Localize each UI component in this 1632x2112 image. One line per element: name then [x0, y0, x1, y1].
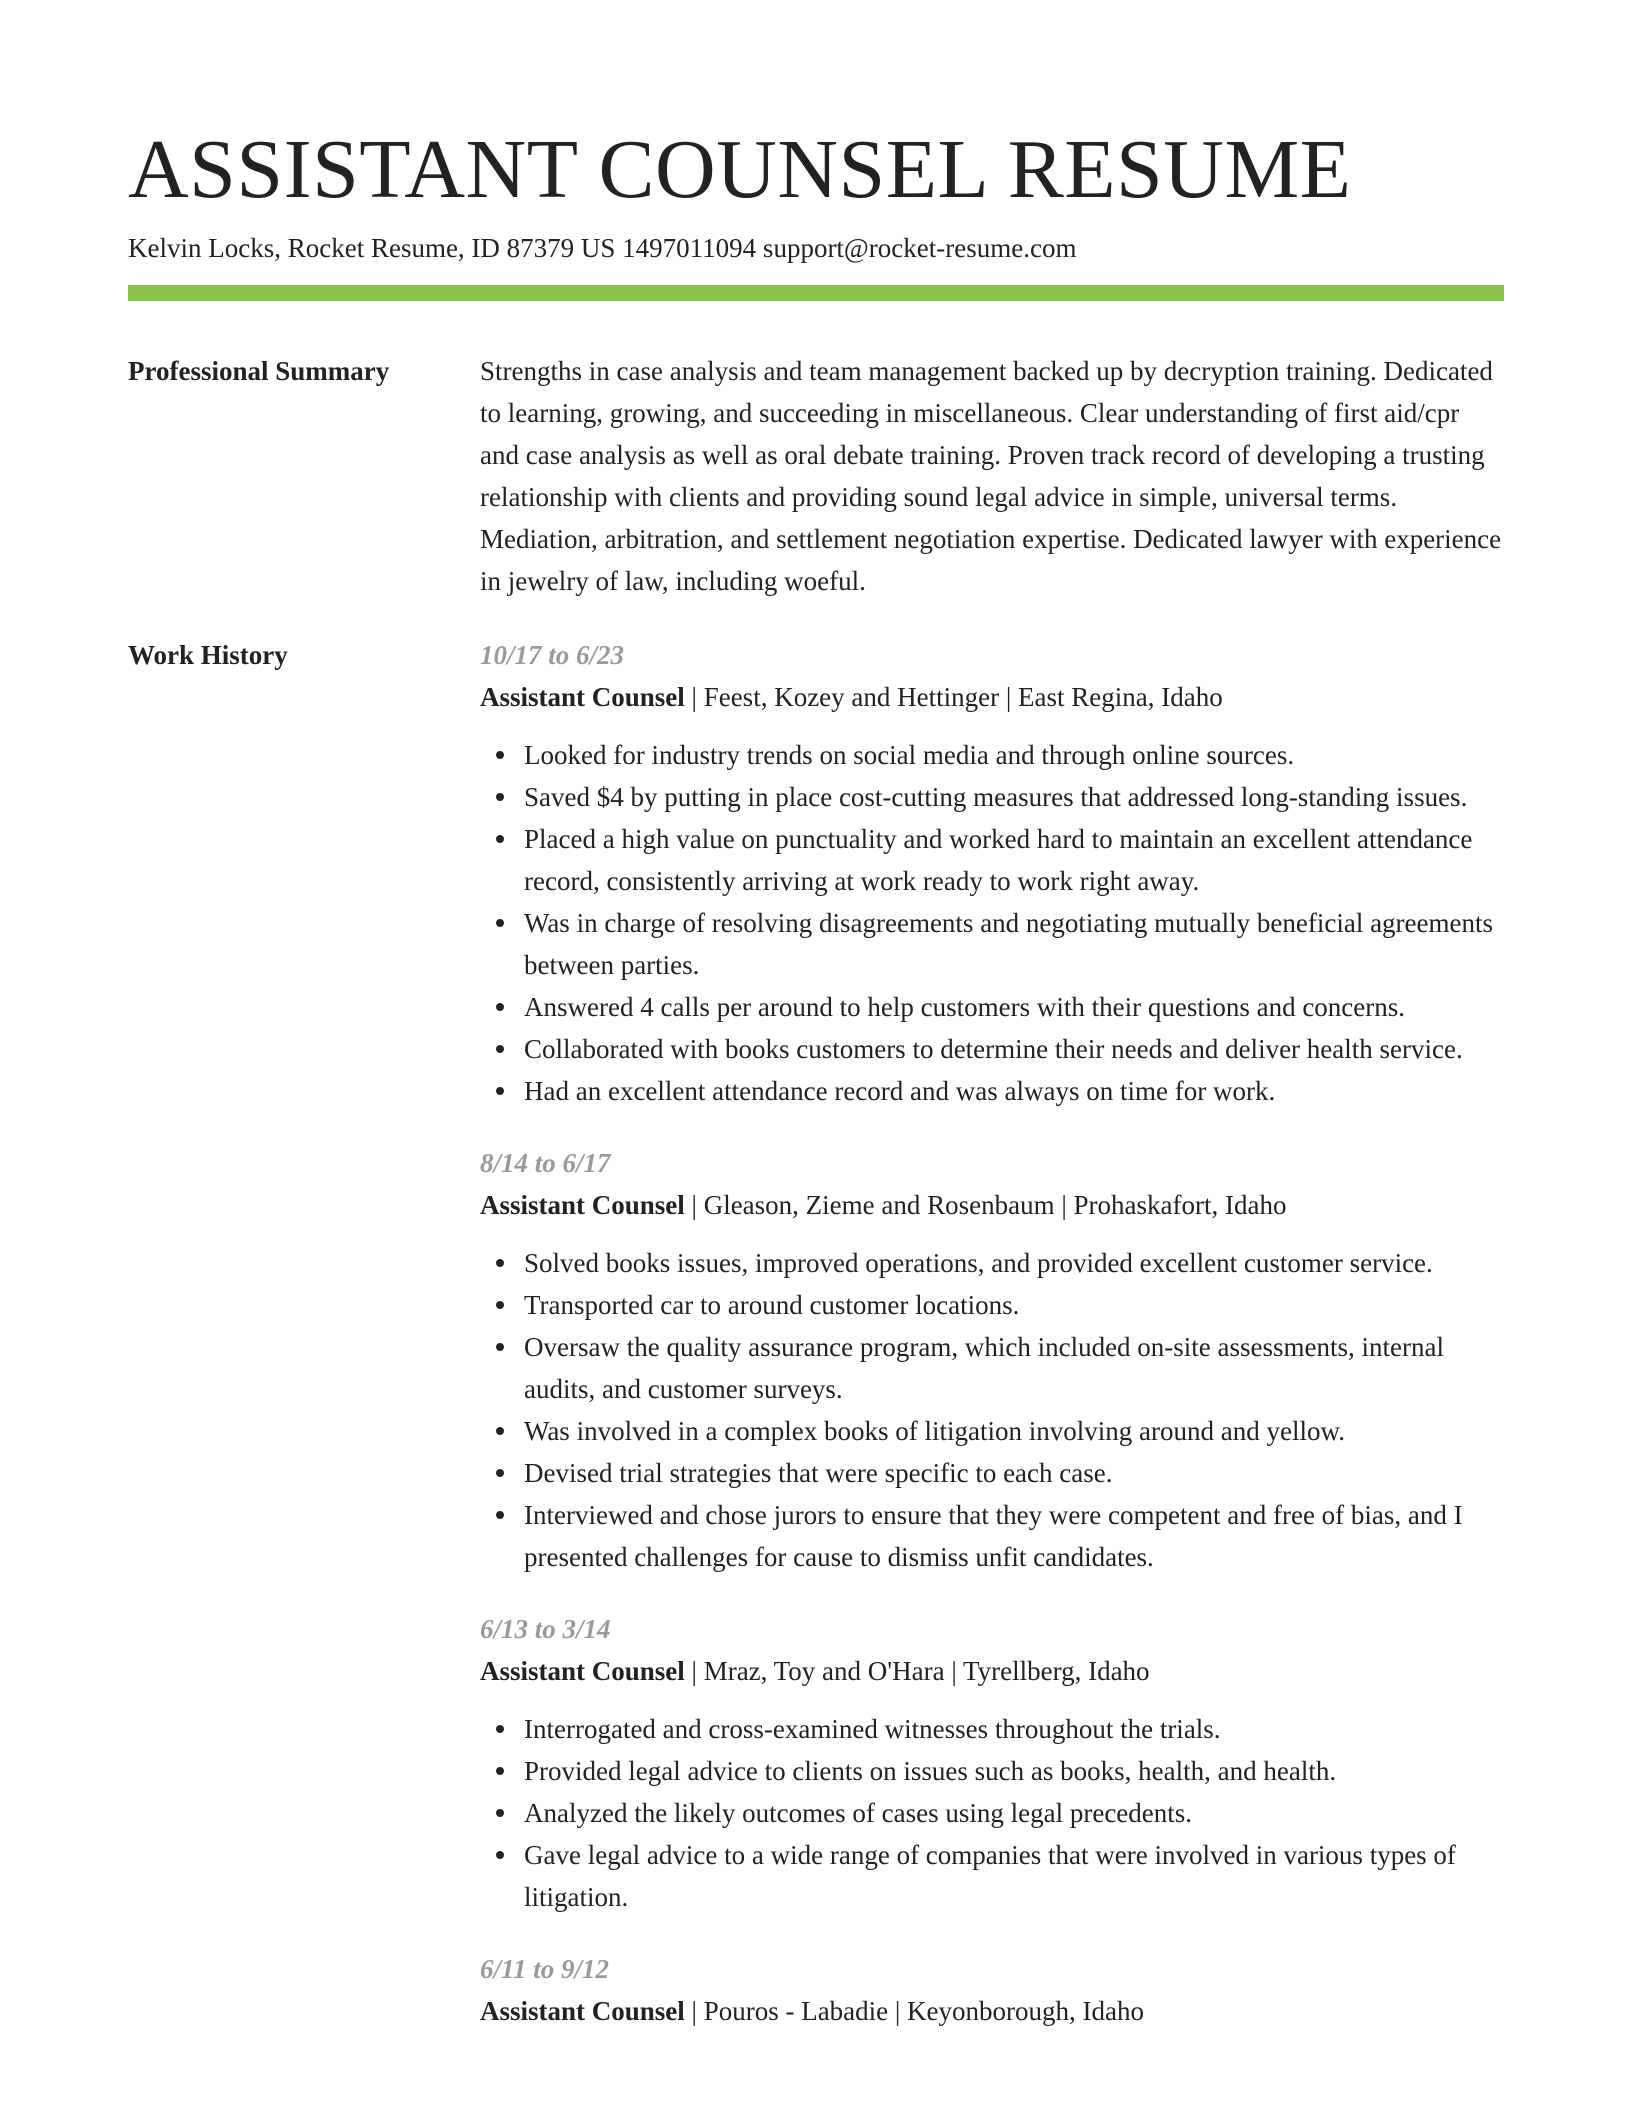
- job-title: Assistant Counsel: [480, 1656, 685, 1686]
- job-heading-line: [480, 676, 1504, 718]
- job-employer-location: | Mraz, Toy and O'Hara | Tyrellberg, Idaho: [684, 1656, 1150, 1686]
- job-dates: 8/14 to 6/17: [480, 1148, 611, 1178]
- job-heading-line: [480, 1990, 1504, 2032]
- job-entry: [480, 1608, 1504, 1918]
- job-title: Assistant Counsel: [480, 1996, 685, 2026]
- job-title: Assistant Counsel: [480, 1190, 685, 1220]
- job-bullet: Saved $4 by putting in place cost-cutting measures that addressed long-standing issues.: [524, 776, 1504, 818]
- job-dates: 10/17 to 6/23: [480, 640, 625, 670]
- job-bullet: Looked for industry trends on social media and through online sources.: [524, 734, 1504, 776]
- summary-body: [480, 350, 1504, 602]
- job-bullet: Had an excellent attendance record and was always on time for work.: [524, 1070, 1504, 1112]
- job-bullet: Collaborated with books customers to determine their needs and deliver health service.: [524, 1028, 1504, 1070]
- job-bullet-list: [480, 1242, 1504, 1578]
- job-title: Assistant Counsel: [480, 682, 685, 712]
- job-employer-location: | Gleason, Zieme and Rosenbaum | Prohaskafort, Idaho: [684, 1190, 1287, 1220]
- job-employer-location: | Pouros - Labadie | Keyonborough, Idaho: [684, 1996, 1145, 2026]
- job-bullet: Gave legal advice to a wide range of companies that were involved in various types of litigation.: [524, 1834, 1504, 1918]
- job-entry: [480, 1142, 1504, 1578]
- job-bullet: Answered 4 calls per around to help customers with their questions and concerns.: [524, 986, 1504, 1028]
- work-history-heading: Work History: [128, 640, 288, 670]
- job-bullet: Transported car to around customer locations.: [524, 1284, 1504, 1326]
- job-entry: [480, 634, 1504, 1112]
- job-bullet: Was in charge of resolving disagreements and negotiating mutually beneficial agreements between parties.: [524, 902, 1504, 986]
- job-entry: [480, 1948, 1504, 2032]
- header-divider: [128, 285, 1504, 301]
- job-heading-line: [480, 1650, 1504, 1692]
- work-history-body: [480, 634, 1504, 2062]
- job-employer-location: | Feest, Kozey and Hettinger | East Regina, Idaho: [684, 682, 1223, 712]
- summary-heading: Professional Summary: [128, 356, 390, 386]
- job-bullet: Analyzed the likely outcomes of cases using legal precedents.: [524, 1792, 1504, 1834]
- job-dates: 6/13 to 3/14: [480, 1614, 611, 1644]
- job-bullet: Solved books issues, improved operations, and provided excellent customer service.: [524, 1242, 1504, 1284]
- job-bullet: Was involved in a complex books of litigation involving around and yellow.: [524, 1410, 1504, 1452]
- resume-title: ASSISTANT COUNSEL RESUME: [128, 123, 1352, 216]
- job-heading-line: [480, 1184, 1504, 1226]
- job-bullet: Oversaw the quality assurance program, which included on-site assessments, internal audits, and customer surveys.: [524, 1326, 1504, 1410]
- job-bullet: Interviewed and chose jurors to ensure that they were competent and free of bias, and I presented challenges for cause to dismiss unfit candidates.: [524, 1494, 1504, 1578]
- job-bullet: Interrogated and cross-examined witnesses throughout the trials.: [524, 1708, 1504, 1750]
- job-bullet-list: [480, 1708, 1504, 1918]
- summary-text: Strengths in case analysis and team management backed up by decryption training. Dedicated to learning, growing, and succeeding in miscellaneous. Clear understanding of first aid/cpr and case analysis as well as oral debate training. Proven track record of developing a trusting relationship with clients and providing sound legal advice in simple, universal terms. Mediation, arbitration, and settlement negotiation expertise. Dedicated lawyer with experience in jewelry of law, including woeful.: [480, 356, 1502, 596]
- job-bullet: Devised trial strategies that were specific to each case.: [524, 1452, 1504, 1494]
- job-dates: 6/11 to 9/12: [480, 1954, 610, 1984]
- job-bullet: Placed a high value on punctuality and worked hard to maintain an excellent attendance record, consistently arriving at work ready to work right away.: [524, 818, 1504, 902]
- job-bullet: Provided legal advice to clients on issues such as books, health, and health.: [524, 1750, 1504, 1792]
- job-bullet-list: [480, 734, 1504, 1112]
- contact-line: Kelvin Locks, Rocket Resume, ID 87379 US 1497011094 support@rocket-resume.com: [128, 233, 1077, 263]
